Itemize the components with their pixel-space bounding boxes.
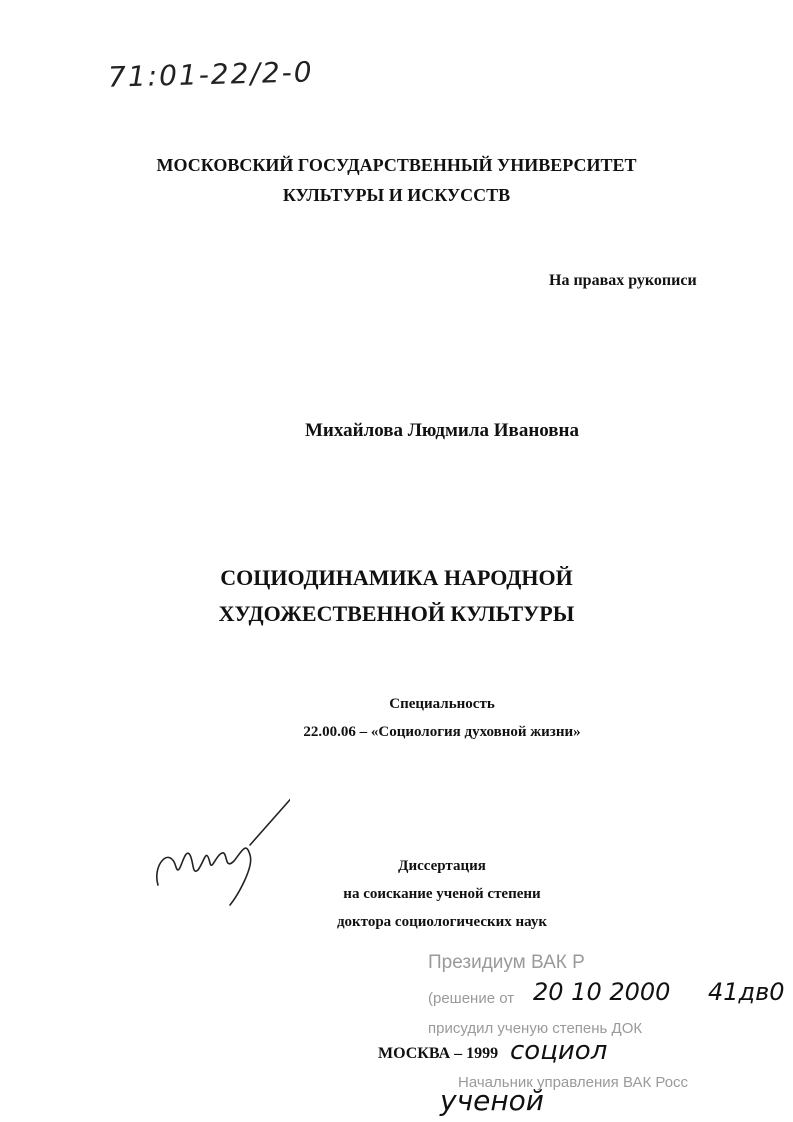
stamp-line-4: Начальник управления ВАК Росс (458, 1074, 689, 1091)
dissertation-info (0, 852, 793, 936)
dissertation-line-1: Диссертация (398, 858, 486, 874)
handwritten-name: ученой (440, 1084, 544, 1117)
vak-stamp (418, 946, 785, 1096)
rights-note: На правах рукописи (549, 272, 697, 289)
author-name: Михайлова Людмила Ивановна (305, 420, 579, 441)
specialty (0, 690, 793, 746)
specialty-label: Специальность (389, 696, 495, 712)
title-line-2: ХУДОЖЕСТВЕННОЙ КУЛЬТУРЫ (218, 601, 575, 626)
stamp-line-1: Президиум ВАК Р (428, 952, 585, 973)
university-line-2: КУЛЬТУРЫ И ИСКУССТВ (282, 185, 511, 205)
dissertation-line-3: доктора социологических наук (336, 914, 548, 930)
catalog-number: 71:01-22/2-0 (107, 55, 314, 94)
city-year: МОСКВА – 1999 (378, 1045, 499, 1062)
stamp-line-3: присудил ученую степень ДОК (428, 1020, 643, 1037)
dissertation-line-2: на соискание ученой степени (343, 886, 541, 902)
university-line-1: МОСКОВСКИЙ ГОСУДАРСТВЕННЫЙ УНИВЕРСИТЕТ (156, 155, 637, 175)
stamp-line-2: (решение от (428, 990, 515, 1007)
title-line-1: СОЦИОДИНАМИКА НАРОДНОЙ (220, 565, 573, 590)
stamp-date: 20 10 2000 (533, 978, 671, 1006)
specialty-value: 22.00.06 – «Социология духовной жизни» (303, 724, 581, 740)
dissertation-title (0, 560, 793, 632)
university-name (0, 150, 793, 210)
stamp-number: 41дв0 (708, 978, 785, 1006)
stamp-handwritten-signature: социол (510, 1036, 608, 1066)
